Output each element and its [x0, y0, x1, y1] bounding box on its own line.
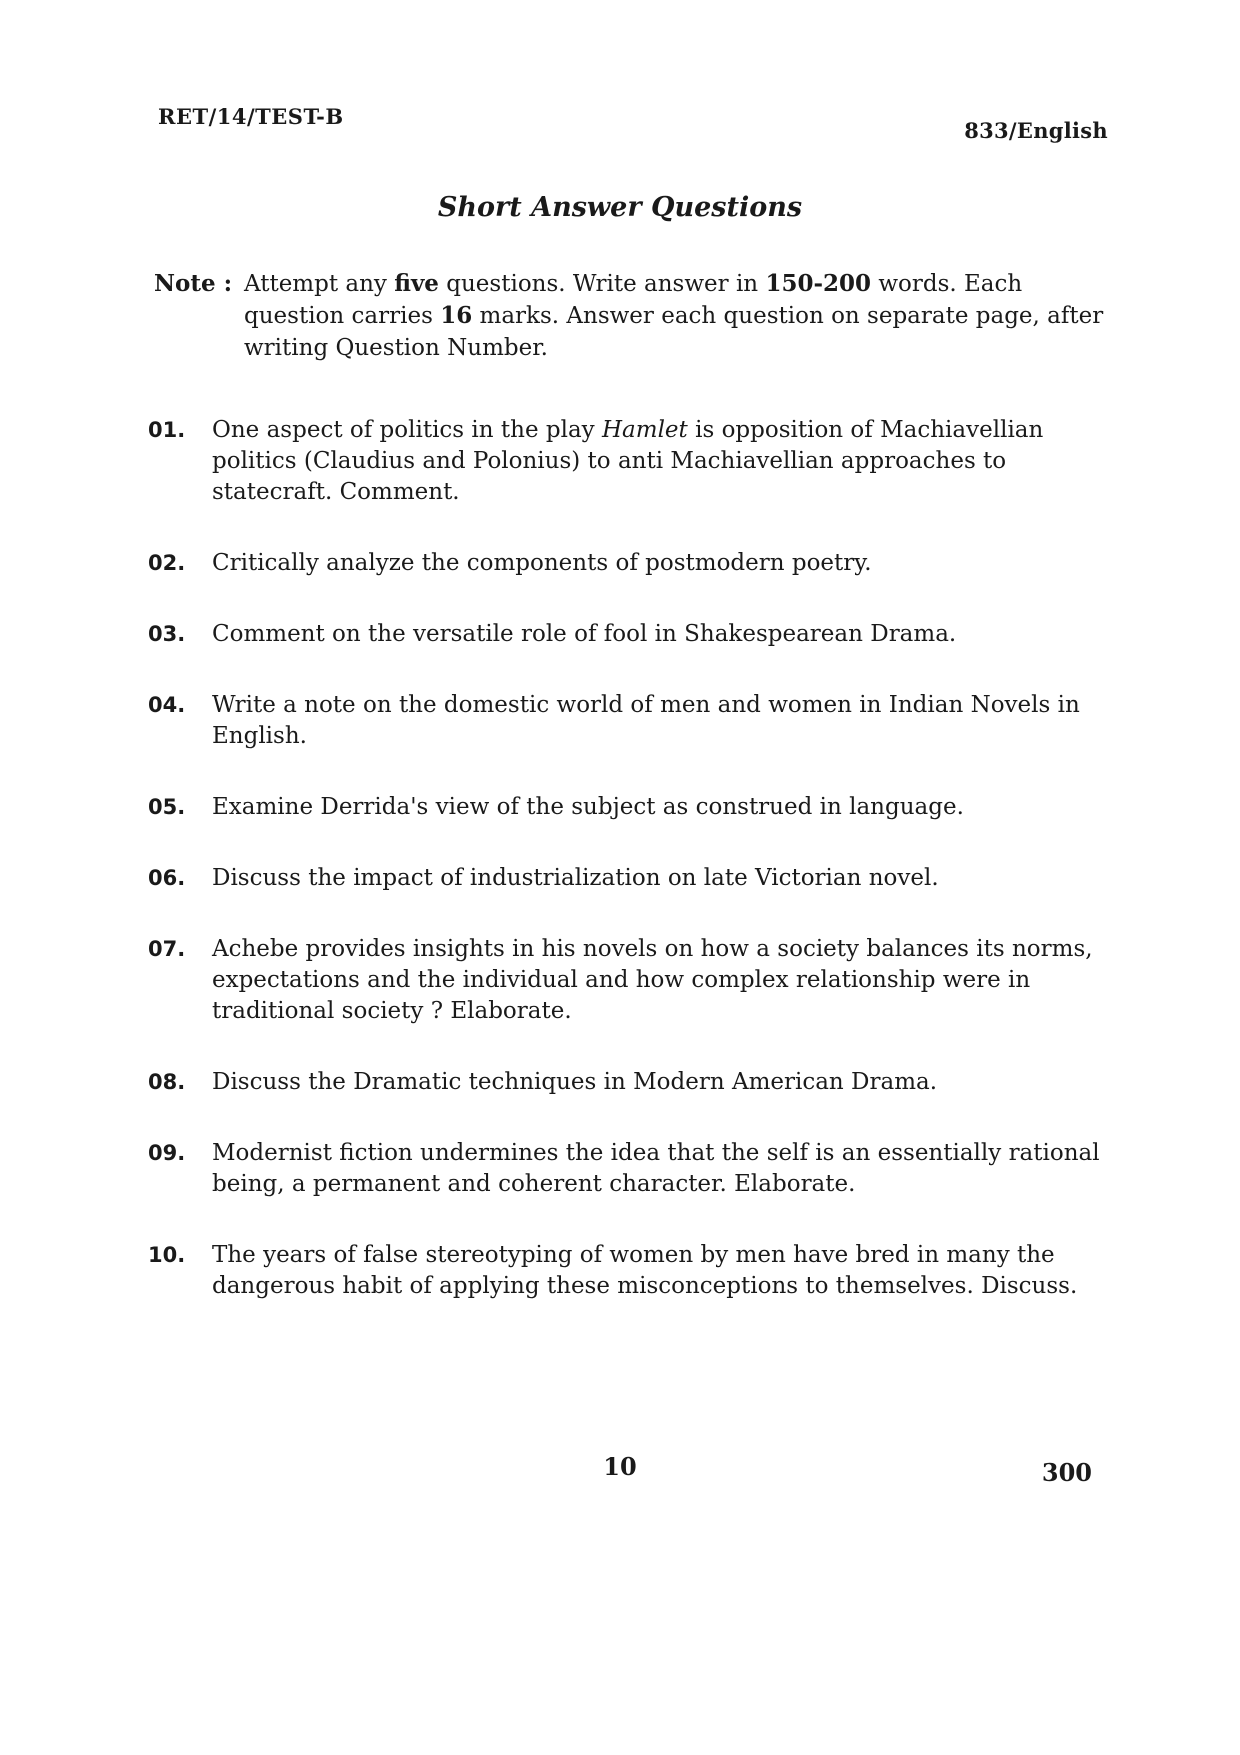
- question-text: [212, 415, 1123, 508]
- question-text-before: One aspect of politics in the play: [212, 417, 602, 443]
- note-text: [244, 268, 1114, 364]
- note-bold-words: 150-200: [765, 270, 872, 297]
- note-label: Note :: [154, 270, 233, 297]
- question-item: [148, 1138, 1123, 1200]
- question-text: Discuss the impact of industrialization on late Victorian novel.: [212, 865, 939, 891]
- question-number: 08.: [148, 1070, 186, 1094]
- page-number: 10: [603, 1452, 637, 1481]
- question-item: [148, 1067, 1123, 1098]
- question-text: Examine Derrida's view of the subject as construed in language.: [212, 794, 964, 820]
- question-text: Achebe provides insights in his novels on how a society balances its norms, expectations and the individual and how complex relationship were in traditional society ? Elaborate.: [212, 936, 1093, 1024]
- question-text: The years of false stereotyping of women by men have bred in many the dangerous habit of applying these misconceptions to themselves. Discuss.: [212, 1242, 1078, 1299]
- paper-code-left: RET/14/TEST-B: [158, 104, 344, 129]
- question-text-after: is opposition of Machiavellian politics (Claudius and Polonius) to anti Machiavellian approaches to statecraft. Comment.: [212, 417, 1044, 505]
- question-number: 03.: [148, 622, 186, 646]
- note-part4: marks. Answer each question on separate page, after writing Question Number.: [244, 303, 1104, 361]
- question-list: [148, 415, 1123, 1342]
- question-number: 06.: [148, 866, 186, 890]
- question-number: 02.: [148, 551, 186, 575]
- question-item: [148, 690, 1123, 752]
- question-item: [148, 863, 1123, 894]
- question-number: 10.: [148, 1243, 186, 1267]
- question-item: [148, 1240, 1123, 1302]
- note-part1: Attempt any: [244, 271, 395, 297]
- question-text: Write a note on the domestic world of men and women in Indian Novels in English.: [212, 692, 1080, 749]
- question-number: 04.: [148, 693, 186, 717]
- question-item: [148, 415, 1123, 508]
- note-bold-marks: 16: [440, 302, 473, 329]
- question-item: [148, 548, 1123, 579]
- question-number: 05.: [148, 795, 186, 819]
- question-number: 09.: [148, 1141, 186, 1165]
- question-item: [148, 934, 1123, 1027]
- question-number: 07.: [148, 937, 186, 961]
- note-part3: words. Each question carries: [244, 271, 1023, 329]
- question-item: [148, 792, 1123, 823]
- footer-code: 300: [1041, 1458, 1092, 1487]
- question-text: Discuss the Dramatic techniques in Modern American Drama.: [212, 1069, 938, 1095]
- question-item: [148, 619, 1123, 650]
- question-text: Critically analyze the components of postmodern poetry.: [212, 550, 872, 576]
- note-part2: questions. Write answer in: [438, 271, 766, 297]
- note-bold-five: five: [394, 270, 439, 297]
- question-number: 01.: [148, 418, 186, 442]
- question-text: Modernist fiction undermines the idea that the self is an essentially rational being, a permanent and coherent character. Elaborate.: [212, 1140, 1100, 1197]
- instructions-note: [154, 268, 1114, 364]
- play-title: Hamlet: [601, 417, 688, 443]
- question-text: Comment on the versatile role of fool in Shakespearean Drama.: [212, 621, 957, 647]
- paper-code-right: 833/English: [964, 118, 1108, 143]
- section-title: Short Answer Questions: [437, 192, 803, 223]
